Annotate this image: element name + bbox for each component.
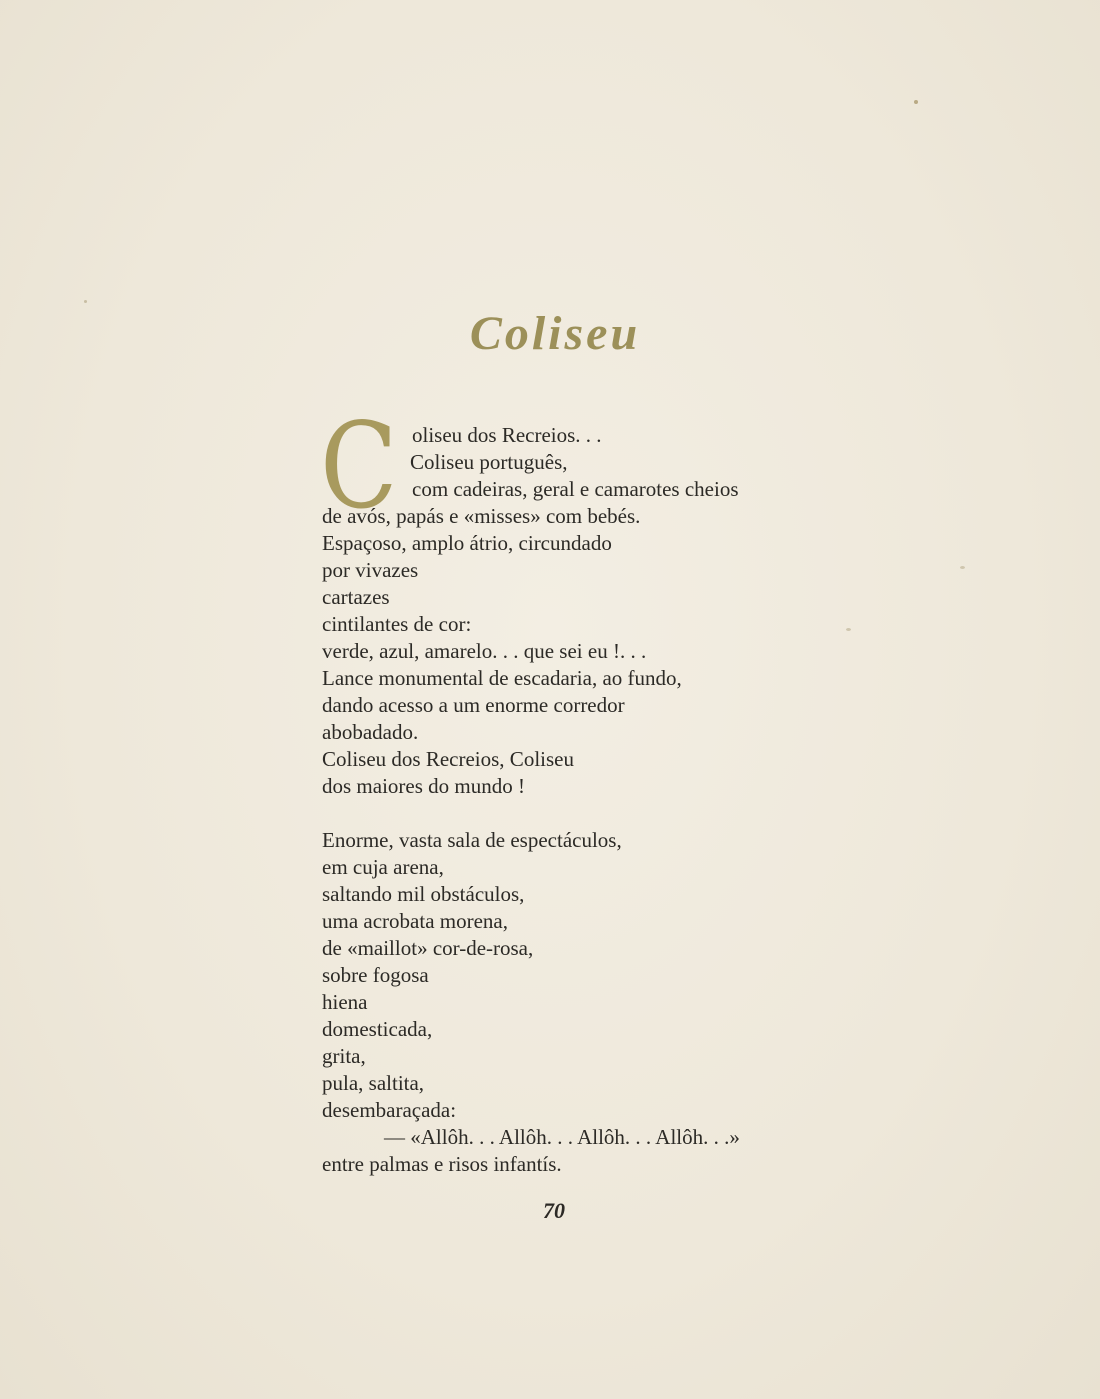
poem-line: uma acrobata morena, [322,909,508,933]
poem-line: de «maillot» cor-de-rosa, [322,936,534,960]
drop-cap: C [320,397,398,535]
paper-speck [914,100,918,104]
stanza-1 [322,422,882,800]
poem-line: em cuja arena, [322,855,444,879]
poem-line: sobre fogosa [322,963,429,987]
poem-title: Coliseu [469,307,641,360]
poem-line: entre palmas e risos infantís. [322,1152,562,1176]
poem-line: com cadeiras, geral e camarotes cheios [412,477,739,501]
page-number: 70 [543,1198,565,1223]
stanza-2 [322,827,882,1178]
stanza-break [322,800,882,827]
poem-line: cintilantes de cor: [322,612,472,636]
paper-speck [84,300,87,303]
poem-line: domesticada, [322,1017,433,1041]
poem-body [322,422,882,1178]
poem-line: de avós, papás e «misses» com bebés. [322,504,641,528]
poem-line: Enorme, vasta sala de espectáculos, [322,828,622,852]
poem-line: Lance monumental de escadaria, ao fundo, [322,666,682,690]
poem-line: hiena [322,990,368,1014]
poem-line: por vivazes [322,558,419,582]
poem-line: oliseu dos Recreios. . . [412,423,602,447]
poem-line: Coliseu português, [410,450,568,474]
poem-line: cartazes [322,585,390,609]
poem-line: dos maiores do mundo ! [322,774,525,798]
poem-line: dando acesso a um enorme corredor [322,693,625,717]
poem-line: Coliseu dos Recreios, Coliseu [322,747,574,771]
poem-line: grita, [322,1044,366,1068]
poem-line: — «Allôh. . . Allôh. . . Allôh. . . Allôh. . .» [384,1125,740,1149]
poem-line: Espaçoso, amplo átrio, circundado [322,531,612,555]
paper-speck [960,566,965,569]
poem-line: verde, azul, amarelo. . . que sei eu !. . . [322,639,647,663]
poem-line: desembaraçada: [322,1098,457,1122]
poem-line: saltando mil obstáculos, [322,882,525,906]
poem-line: pula, saltita, [322,1071,425,1095]
poem-line: abobadado. [322,720,419,744]
